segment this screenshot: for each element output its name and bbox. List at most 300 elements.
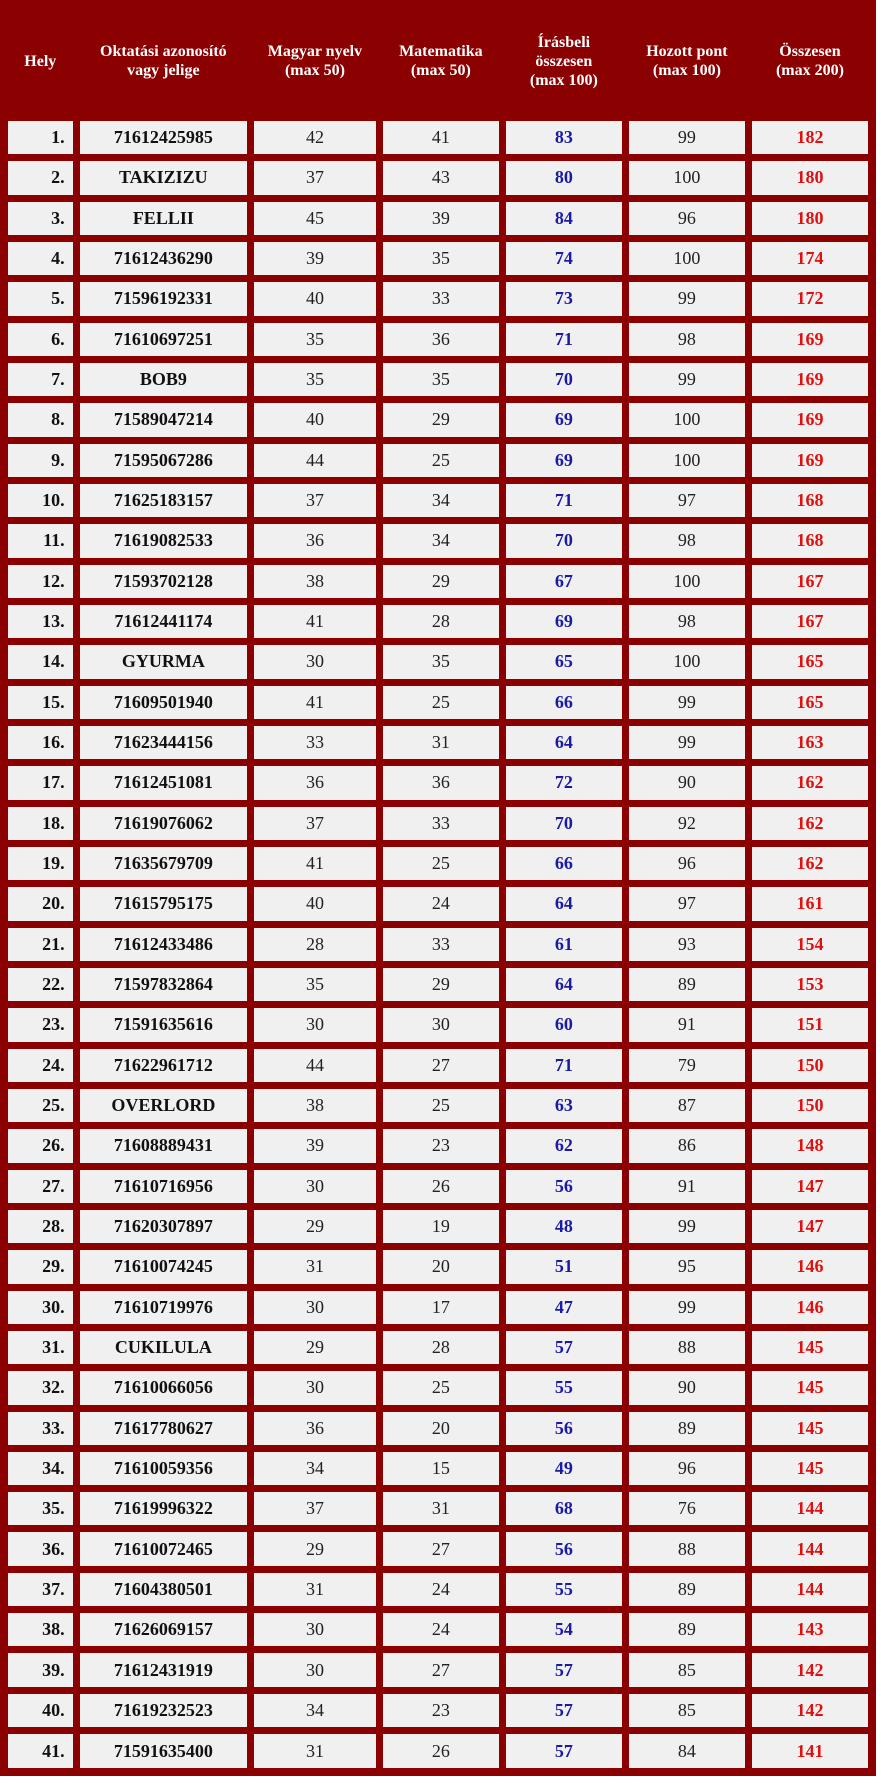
grand-total-cell: 147 (750, 1208, 870, 1245)
hungarian-cell: 31 (252, 1571, 378, 1608)
id-cell: 71635679709 (78, 845, 249, 882)
math-cell: 41 (381, 119, 501, 156)
table-row (6, 1369, 870, 1406)
math-cell: 25 (381, 1369, 501, 1406)
place-cell: 31. (6, 1329, 75, 1366)
math-cell: 33 (381, 926, 501, 963)
id-cell: 71604380501 (78, 1571, 249, 1608)
place-cell: 37. (6, 1571, 75, 1608)
place-cell: 35. (6, 1490, 75, 1527)
written-total-cell: 60 (504, 1006, 624, 1043)
id-cell: 71610059356 (78, 1450, 249, 1487)
place-cell: 29. (6, 1248, 75, 1285)
place-cell: 26. (6, 1127, 75, 1164)
written-total-cell: 55 (504, 1571, 624, 1608)
id-cell: GYURMA (78, 643, 249, 680)
written-total-cell: 51 (504, 1248, 624, 1285)
written-total-cell: 64 (504, 724, 624, 761)
hungarian-cell: 39 (252, 240, 378, 277)
hungarian-cell: 38 (252, 1087, 378, 1124)
math-cell: 29 (381, 563, 501, 600)
hungarian-cell: 30 (252, 1651, 378, 1688)
place-cell: 10. (6, 482, 75, 519)
place-cell: 24. (6, 1047, 75, 1084)
id-cell: 71612441174 (78, 603, 249, 640)
grand-total-cell: 180 (750, 200, 870, 237)
id-cell: 71625183157 (78, 482, 249, 519)
table-row (6, 321, 870, 358)
grand-total-cell: 142 (750, 1692, 870, 1729)
math-cell: 25 (381, 684, 501, 721)
math-cell: 24 (381, 1611, 501, 1648)
table-row (6, 885, 870, 922)
brought-points-cell: 99 (627, 1289, 747, 1326)
hungarian-cell: 30 (252, 1369, 378, 1406)
grand-total-cell: 142 (750, 1651, 870, 1688)
place-cell: 19. (6, 845, 75, 882)
id-cell: 71619082533 (78, 522, 249, 559)
id-cell: 71597832864 (78, 966, 249, 1003)
table-row (6, 1329, 870, 1366)
id-cell: 71617780627 (78, 1410, 249, 1447)
brought-points-cell: 86 (627, 1127, 747, 1164)
written-total-cell: 71 (504, 321, 624, 358)
grand-total-cell: 145 (750, 1450, 870, 1487)
brought-points-cell: 99 (627, 361, 747, 398)
written-total-cell: 70 (504, 361, 624, 398)
written-total-cell: 64 (504, 885, 624, 922)
id-cell: 71612431919 (78, 1651, 249, 1688)
place-cell: 41. (6, 1732, 75, 1770)
hungarian-cell: 38 (252, 563, 378, 600)
brought-points-cell: 100 (627, 563, 747, 600)
written-total-cell: 84 (504, 200, 624, 237)
brought-points-cell: 99 (627, 684, 747, 721)
grand-total-cell: 153 (750, 966, 870, 1003)
table-row (6, 1530, 870, 1567)
math-cell: 24 (381, 885, 501, 922)
math-cell: 33 (381, 280, 501, 317)
math-cell: 27 (381, 1651, 501, 1688)
hungarian-cell: 37 (252, 1490, 378, 1527)
brought-points-cell: 95 (627, 1248, 747, 1285)
written-total-cell: 71 (504, 482, 624, 519)
math-cell: 17 (381, 1289, 501, 1326)
hungarian-cell: 37 (252, 805, 378, 842)
grand-total-cell: 161 (750, 885, 870, 922)
grand-total-cell: 167 (750, 563, 870, 600)
place-cell: 2. (6, 159, 75, 196)
table-row (6, 603, 870, 640)
brought-points-cell: 99 (627, 280, 747, 317)
math-cell: 25 (381, 1087, 501, 1124)
math-cell: 29 (381, 966, 501, 1003)
hungarian-cell: 45 (252, 200, 378, 237)
written-total-cell: 55 (504, 1369, 624, 1406)
table-row (6, 200, 870, 237)
hungarian-cell: 40 (252, 885, 378, 922)
place-cell: 25. (6, 1087, 75, 1124)
place-cell: 34. (6, 1450, 75, 1487)
id-cell: CUKILULA (78, 1329, 249, 1366)
table-row (6, 1208, 870, 1245)
hungarian-cell: 36 (252, 522, 378, 559)
place-cell: 28. (6, 1208, 75, 1245)
table-header-row (6, 6, 870, 116)
id-cell: TAKIZIZU (78, 159, 249, 196)
table-row (6, 563, 870, 600)
table-row (6, 401, 870, 438)
id-cell: 71610697251 (78, 321, 249, 358)
id-cell: 71610072465 (78, 1530, 249, 1567)
grand-total-cell: 174 (750, 240, 870, 277)
hungarian-cell: 31 (252, 1248, 378, 1285)
written-total-cell: 66 (504, 684, 624, 721)
header-brought: Hozott pont (max 100) (627, 6, 747, 116)
hungarian-cell: 36 (252, 764, 378, 801)
header-math: Matematika (max 50) (381, 6, 501, 116)
place-cell: 12. (6, 563, 75, 600)
written-total-cell: 68 (504, 1490, 624, 1527)
place-cell: 3. (6, 200, 75, 237)
header-id: Oktatási azonosító vagy jelige (78, 6, 249, 116)
id-cell: 71622961712 (78, 1047, 249, 1084)
math-cell: 43 (381, 159, 501, 196)
table-row (6, 1410, 870, 1447)
written-total-cell: 74 (504, 240, 624, 277)
results-body (6, 119, 870, 1770)
written-total-cell: 64 (504, 966, 624, 1003)
id-cell: 71591635400 (78, 1732, 249, 1770)
brought-points-cell: 88 (627, 1329, 747, 1366)
header-hungarian: Magyar nyelv (max 50) (252, 6, 378, 116)
written-total-cell: 61 (504, 926, 624, 963)
grand-total-cell: 154 (750, 926, 870, 963)
hungarian-cell: 35 (252, 361, 378, 398)
id-cell: 71610074245 (78, 1248, 249, 1285)
brought-points-cell: 98 (627, 522, 747, 559)
grand-total-cell: 182 (750, 119, 870, 156)
place-cell: 8. (6, 401, 75, 438)
brought-points-cell: 92 (627, 805, 747, 842)
place-cell: 22. (6, 966, 75, 1003)
hungarian-cell: 36 (252, 1410, 378, 1447)
table-row (6, 926, 870, 963)
math-cell: 36 (381, 321, 501, 358)
math-cell: 34 (381, 522, 501, 559)
math-cell: 33 (381, 805, 501, 842)
written-total-cell: 57 (504, 1692, 624, 1729)
table-row (6, 1611, 870, 1648)
place-cell: 13. (6, 603, 75, 640)
written-total-cell: 72 (504, 764, 624, 801)
id-cell: 71610066056 (78, 1369, 249, 1406)
math-cell: 35 (381, 643, 501, 680)
place-cell: 18. (6, 805, 75, 842)
grand-total-cell: 169 (750, 361, 870, 398)
brought-points-cell: 100 (627, 643, 747, 680)
brought-points-cell: 84 (627, 1732, 747, 1770)
place-cell: 6. (6, 321, 75, 358)
brought-points-cell: 96 (627, 200, 747, 237)
grand-total-cell: 145 (750, 1410, 870, 1447)
table-row (6, 764, 870, 801)
hungarian-cell: 30 (252, 1289, 378, 1326)
hungarian-cell: 39 (252, 1127, 378, 1164)
written-total-cell: 57 (504, 1329, 624, 1366)
brought-points-cell: 100 (627, 240, 747, 277)
written-total-cell: 56 (504, 1530, 624, 1567)
hungarian-cell: 30 (252, 1006, 378, 1043)
math-cell: 20 (381, 1410, 501, 1447)
brought-points-cell: 90 (627, 764, 747, 801)
grand-total-cell: 146 (750, 1248, 870, 1285)
math-cell: 31 (381, 724, 501, 761)
grand-total-cell: 141 (750, 1732, 870, 1770)
written-total-cell: 69 (504, 401, 624, 438)
hungarian-cell: 29 (252, 1329, 378, 1366)
written-total-cell: 70 (504, 522, 624, 559)
grand-total-cell: 163 (750, 724, 870, 761)
written-total-cell: 63 (504, 1087, 624, 1124)
grand-total-cell: 148 (750, 1127, 870, 1164)
brought-points-cell: 91 (627, 1006, 747, 1043)
grand-total-cell: 162 (750, 764, 870, 801)
place-cell: 16. (6, 724, 75, 761)
brought-points-cell: 89 (627, 966, 747, 1003)
id-cell: 71626069157 (78, 1611, 249, 1648)
brought-points-cell: 98 (627, 321, 747, 358)
table-row (6, 805, 870, 842)
written-total-cell: 57 (504, 1651, 624, 1688)
math-cell: 28 (381, 603, 501, 640)
grand-total-cell: 151 (750, 1006, 870, 1043)
written-total-cell: 67 (504, 563, 624, 600)
id-cell: 71589047214 (78, 401, 249, 438)
id-cell: 71609501940 (78, 684, 249, 721)
place-cell: 20. (6, 885, 75, 922)
id-cell: 71623444156 (78, 724, 249, 761)
hungarian-cell: 40 (252, 280, 378, 317)
id-cell: 71610719976 (78, 1289, 249, 1326)
brought-points-cell: 100 (627, 401, 747, 438)
hungarian-cell: 29 (252, 1208, 378, 1245)
grand-total-cell: 162 (750, 845, 870, 882)
id-cell: 71593702128 (78, 563, 249, 600)
hungarian-cell: 30 (252, 1611, 378, 1648)
place-cell: 39. (6, 1651, 75, 1688)
written-total-cell: 49 (504, 1450, 624, 1487)
grand-total-cell: 169 (750, 321, 870, 358)
math-cell: 28 (381, 1329, 501, 1366)
table-row (6, 1289, 870, 1326)
written-total-cell: 48 (504, 1208, 624, 1245)
table-row (6, 724, 870, 761)
grand-total-cell: 162 (750, 805, 870, 842)
place-cell: 11. (6, 522, 75, 559)
written-total-cell: 56 (504, 1168, 624, 1205)
brought-points-cell: 89 (627, 1571, 747, 1608)
id-cell: 71596192331 (78, 280, 249, 317)
place-cell: 1. (6, 119, 75, 156)
grand-total-cell: 168 (750, 482, 870, 519)
grand-total-cell: 143 (750, 1611, 870, 1648)
written-total-cell: 54 (504, 1611, 624, 1648)
grand-total-cell: 144 (750, 1490, 870, 1527)
table-row (6, 522, 870, 559)
table-row (6, 119, 870, 156)
brought-points-cell: 76 (627, 1490, 747, 1527)
hungarian-cell: 30 (252, 1168, 378, 1205)
hungarian-cell: 33 (252, 724, 378, 761)
hungarian-cell: 30 (252, 643, 378, 680)
hungarian-cell: 35 (252, 966, 378, 1003)
math-cell: 25 (381, 845, 501, 882)
table-row (6, 845, 870, 882)
table-row (6, 1248, 870, 1285)
written-total-cell: 71 (504, 1047, 624, 1084)
hungarian-cell: 41 (252, 684, 378, 721)
header-place: Hely (6, 6, 75, 116)
brought-points-cell: 89 (627, 1611, 747, 1648)
math-cell: 20 (381, 1248, 501, 1285)
table-row (6, 1571, 870, 1608)
brought-points-cell: 97 (627, 482, 747, 519)
math-cell: 26 (381, 1732, 501, 1770)
place-cell: 4. (6, 240, 75, 277)
place-cell: 17. (6, 764, 75, 801)
table-row (6, 240, 870, 277)
place-cell: 40. (6, 1692, 75, 1729)
written-total-cell: 80 (504, 159, 624, 196)
place-cell: 23. (6, 1006, 75, 1043)
hungarian-cell: 34 (252, 1450, 378, 1487)
table-row (6, 361, 870, 398)
written-total-cell: 65 (504, 643, 624, 680)
id-cell: 71612451081 (78, 764, 249, 801)
written-total-cell: 47 (504, 1289, 624, 1326)
id-cell: 71619076062 (78, 805, 249, 842)
written-total-cell: 66 (504, 845, 624, 882)
grand-total-cell: 167 (750, 603, 870, 640)
written-total-cell: 69 (504, 603, 624, 640)
brought-points-cell: 93 (627, 926, 747, 963)
table-row (6, 1127, 870, 1164)
math-cell: 15 (381, 1450, 501, 1487)
table-row (6, 1087, 870, 1124)
grand-total-cell: 168 (750, 522, 870, 559)
header-written: Írásbeli összesen (max 100) (504, 6, 624, 116)
math-cell: 35 (381, 361, 501, 398)
id-cell: FELLII (78, 200, 249, 237)
written-total-cell: 56 (504, 1410, 624, 1447)
table-row (6, 684, 870, 721)
table-row (6, 1490, 870, 1527)
place-cell: 14. (6, 643, 75, 680)
grand-total-cell: 165 (750, 684, 870, 721)
math-cell: 26 (381, 1168, 501, 1205)
place-cell: 21. (6, 926, 75, 963)
id-cell: 71612425985 (78, 119, 249, 156)
hungarian-cell: 44 (252, 1047, 378, 1084)
id-cell: 71612436290 (78, 240, 249, 277)
math-cell: 23 (381, 1127, 501, 1164)
grand-total-cell: 165 (750, 643, 870, 680)
table-row (6, 1732, 870, 1770)
math-cell: 30 (381, 1006, 501, 1043)
grand-total-cell: 145 (750, 1369, 870, 1406)
written-total-cell: 73 (504, 280, 624, 317)
math-cell: 35 (381, 240, 501, 277)
id-cell: OVERLORD (78, 1087, 249, 1124)
brought-points-cell: 99 (627, 1208, 747, 1245)
hungarian-cell: 42 (252, 119, 378, 156)
table-row (6, 442, 870, 479)
brought-points-cell: 87 (627, 1087, 747, 1124)
grand-total-cell: 150 (750, 1047, 870, 1084)
brought-points-cell: 96 (627, 1450, 747, 1487)
brought-points-cell: 100 (627, 442, 747, 479)
brought-points-cell: 100 (627, 159, 747, 196)
hungarian-cell: 41 (252, 603, 378, 640)
math-cell: 27 (381, 1047, 501, 1084)
table-row (6, 1047, 870, 1084)
math-cell: 25 (381, 442, 501, 479)
brought-points-cell: 90 (627, 1369, 747, 1406)
math-cell: 24 (381, 1571, 501, 1608)
math-cell: 36 (381, 764, 501, 801)
id-cell: BOB9 (78, 361, 249, 398)
math-cell: 27 (381, 1530, 501, 1567)
hungarian-cell: 31 (252, 1732, 378, 1770)
brought-points-cell: 98 (627, 603, 747, 640)
id-cell: 71591635616 (78, 1006, 249, 1043)
hungarian-cell: 34 (252, 1692, 378, 1729)
table-row (6, 159, 870, 196)
grand-total-cell: 147 (750, 1168, 870, 1205)
math-cell: 31 (381, 1490, 501, 1527)
brought-points-cell: 88 (627, 1530, 747, 1567)
grand-total-cell: 150 (750, 1087, 870, 1124)
brought-points-cell: 89 (627, 1410, 747, 1447)
table-row (6, 482, 870, 519)
written-total-cell: 69 (504, 442, 624, 479)
id-cell: 71619996322 (78, 1490, 249, 1527)
brought-points-cell: 96 (627, 845, 747, 882)
place-cell: 38. (6, 1611, 75, 1648)
written-total-cell: 83 (504, 119, 624, 156)
table-row (6, 1651, 870, 1688)
math-cell: 23 (381, 1692, 501, 1729)
table-row (6, 1168, 870, 1205)
hungarian-cell: 35 (252, 321, 378, 358)
hungarian-cell: 40 (252, 401, 378, 438)
id-cell: 71610716956 (78, 1168, 249, 1205)
table-row (6, 966, 870, 1003)
place-cell: 33. (6, 1410, 75, 1447)
id-cell: 71595067286 (78, 442, 249, 479)
hungarian-cell: 44 (252, 442, 378, 479)
place-cell: 36. (6, 1530, 75, 1567)
table-row (6, 1450, 870, 1487)
place-cell: 32. (6, 1369, 75, 1406)
brought-points-cell: 97 (627, 885, 747, 922)
brought-points-cell: 99 (627, 119, 747, 156)
hungarian-cell: 41 (252, 845, 378, 882)
hungarian-cell: 37 (252, 482, 378, 519)
hungarian-cell: 37 (252, 159, 378, 196)
id-cell: 71619232523 (78, 1692, 249, 1729)
